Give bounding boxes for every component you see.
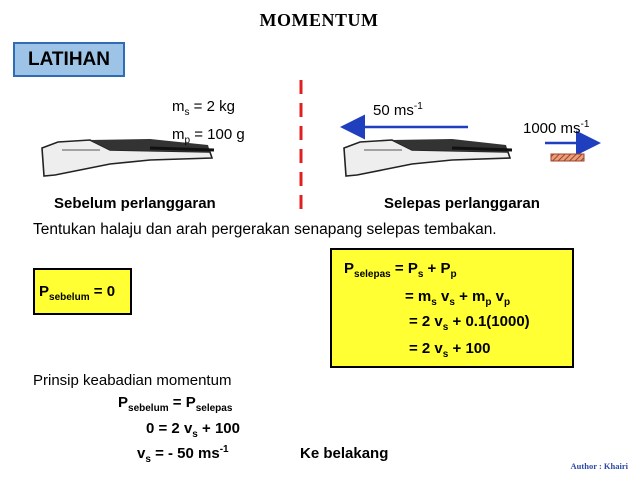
- principle-eq-2: 0 = 2 $v_s + 100$: [146, 420, 240, 440]
- bullet-speed-label: 1000 $ms^{-1}$: [523, 119, 590, 137]
- principle-eq-3: $v_s$ = - 50 $ms^{-1}$: [137, 444, 229, 465]
- latihan-badge: LATIHAN: [13, 42, 125, 77]
- bullet-icon: [551, 154, 584, 161]
- p-after-line-1: $P_{selepas} = P_s + P_p$: [344, 260, 457, 280]
- direction-label: Ke belakang: [300, 445, 389, 462]
- p-after-line-2: = $m_s$ $v_s + m_p$ $v_p$: [405, 288, 511, 308]
- principle-heading: Prinsip keabadian momentum: [33, 372, 232, 389]
- mass-bullet-label: $m_p = 100$ g: [172, 126, 245, 146]
- mass-rifle-label: $m_s = 2$ kg: [172, 98, 235, 118]
- rifle-icon-after: [344, 139, 512, 176]
- caption-after: Selepas perlanggaran: [384, 195, 540, 212]
- p-before-box: $P_{sebelum} = 0$: [33, 268, 132, 315]
- page-title: MOMENTUM: [259, 10, 379, 30]
- question-text: Tentukan halaju dan arah pergerakan senapang selepas tembakan.: [33, 221, 497, 238]
- author-label: Author : Khairi: [570, 461, 628, 471]
- p-after-line-3: = 2 $v_s + 0.1(1000)$: [409, 313, 530, 333]
- p-after-box: [330, 248, 574, 368]
- caption-before: Sebelum perlanggaran: [54, 195, 216, 212]
- p-after-line-4: = 2 $v_s + 100$: [409, 340, 491, 360]
- principle-eq-1: $P_{sebelum} = P_{selepas}$: [118, 394, 233, 414]
- rifle-speed-label: 50 $ms^{-1}$: [373, 101, 423, 119]
